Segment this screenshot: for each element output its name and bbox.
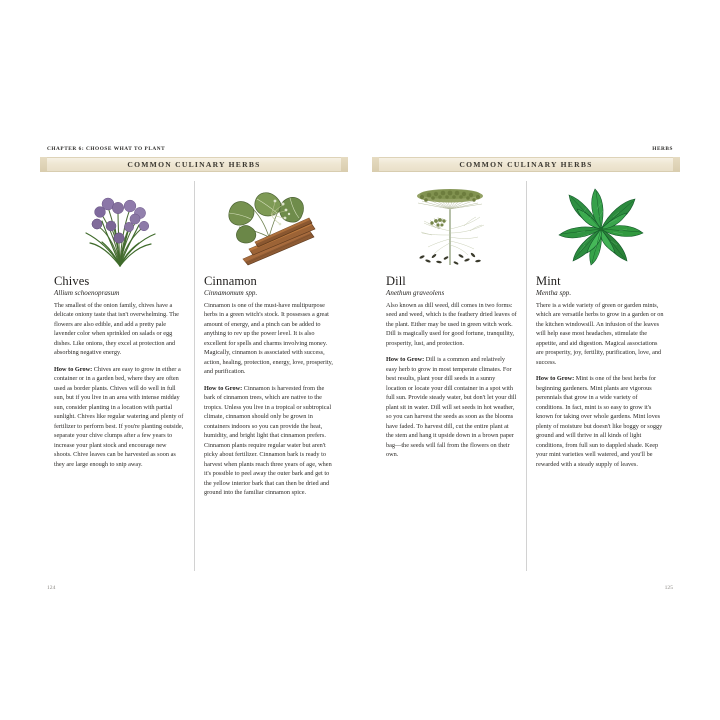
herb-entry-cinnamon: [194, 181, 343, 571]
grow-label: How to Grow:: [386, 356, 425, 364]
grow-label: How to Grow:: [536, 375, 575, 383]
herb-grow-paragraph: [386, 355, 517, 460]
page-footer-right: [377, 582, 675, 594]
mint-leaves-illustration: [536, 181, 666, 269]
herb-description: There is a wide variety of green or garden mints, which are versatile herbs to grow in a garden or on the kitchen windowsill. An infusion of the leaves will help ease most headaches, stimulate the appetite, and aid digestion. Magical associations are prosperity, joy, fertility, purification, love, and success.: [536, 301, 664, 366]
herb-latin-name: Anethum graveolens: [386, 289, 445, 298]
herb-name: Dill: [386, 274, 406, 288]
herb-entry-dill: [377, 181, 526, 571]
left-page: [45, 140, 343, 591]
grow-label: How to Grow:: [204, 384, 243, 392]
herb-name: Chives: [54, 274, 90, 288]
herb-grow-paragraph: [54, 365, 185, 470]
herb-entry-chives: [45, 181, 194, 571]
section-banner-right: [377, 157, 675, 172]
herb-grow-paragraph: [536, 374, 666, 469]
grow-label: How to Grow:: [54, 365, 93, 373]
grow-text: Dill is a common and relatively easy herb to grow in most temperate climates. For best results, plant your dill seeds in a sunny location or locate your dill container in a spot with full sun. Provide steady water, but don't let your dill plant sit in water. Dill will set seeds in hot weather, so you can harvest the seeds as soon as the blooms have faded. To harvest dill, cut the entire plant at the stem and hang it upside down in a brown paper bag—the seeds will fall from the flowers on their own.: [386, 356, 517, 459]
herb-latin-name: Mentha spp.: [536, 289, 572, 298]
herb-description: Also known as dill weed, dill comes in two forms: seed and weed, which is the feathery dried leaves of the plant. Either may be used in green witch work. Dill is magically used for good fortune, tranquility, prosperity, lust, and protection.: [386, 301, 517, 347]
herb-name: Mint: [536, 274, 561, 288]
banner-title-right: COMMON CULINARY HERBS: [459, 160, 593, 169]
dill-umbel-illustration: [386, 181, 517, 269]
herb-entry-mint: [526, 181, 675, 571]
herb-grow-paragraph: [204, 384, 334, 498]
page-number: 125: [664, 585, 673, 591]
running-head-left: CHAPTER 6: CHOOSE WHAT TO PLANT: [47, 146, 166, 152]
herb-latin-name: Cinnamomum spp.: [204, 289, 258, 298]
herb-description: The smallest of the onion family, chives have a delicate oniony taste that isn't overwhelming. The flowers are also edible, and add a pretty pale lavender color when sprinkled on salads or egg dishes. Like onions, they excel at protection and absorbing negative energy.: [54, 301, 179, 357]
cinnamon-leaves-and-sticks-illustration: [204, 181, 334, 269]
herb-latin-name: Allium schoenoprasum: [54, 289, 120, 298]
herb-description: Cinnamon is one of the must-have multipurpose herbs in a green witch's stock. It possesses a great amount of energy, and a pinch can be added to anything to rev up the power level. It is also excellent for spells and charms involving money. Magically, cinnamon is associated with success, action, healing, protection, energy, love, prosperity, and purification.: [204, 301, 333, 376]
grow-text: Mint is one of the best herbs for beginning gardeners. Mint plants are vigorous perennials that grow in a wide variety of conditions. In fact, mint is so easy to grow it's known for taking over whole gardens. Mint loves plenty of moisture but doesn't like boggy or soggy ground and will thrive in all kinds of light conditions, from full sun to dappled shade. Keep your mint varieties well watered, and you'll be rewarded with a steady supply of leaves.: [536, 375, 663, 468]
running-head-right: HERBS: [652, 146, 673, 152]
banner-title-left: COMMON CULINARY HERBS: [127, 160, 261, 169]
section-banner-left: [45, 157, 343, 172]
page-footer-left: [45, 582, 343, 594]
grow-text: Cinnamon is harvested from the bark of cinnamon trees, which are native to the tropics. Unless you live in a tropical or subtropical climate, cinnamon should only be grown in containers indoors so you can provide the heat, humidity, and bright light that cinnamon prefers. Cinnamon plants require regular water but aren't picky about fertilizer. Cinnamon bark is ready to harvest when plants reach three years of age, when it's possible to peel away the outer bark and get to the yellow interior bark that can then be dried and ground into the familiar cinnamon spice.: [204, 384, 332, 497]
grow-text: Chives are easy to grow in either a container or in a garden bed, where they are often used as border plants. Chives will do well in full sun, but if you live in an area with intense midday sun, consider planting in a location with partial sunlight. Chives like regular watering and plenty of fertilizer to perform best. If you're planting outside, separate your chive clumps after a few years to increase your plant stock and encourage new shoots. Chive leaves can be harvested as soon as they are large enough to snip away.: [54, 365, 184, 468]
right-page-columns: [377, 181, 675, 571]
right-page: [377, 140, 675, 591]
page-number: 124: [47, 585, 56, 591]
left-page-columns: [45, 181, 343, 571]
chives-plant-illustration: [54, 181, 185, 269]
herb-name: Cinnamon: [204, 274, 257, 288]
